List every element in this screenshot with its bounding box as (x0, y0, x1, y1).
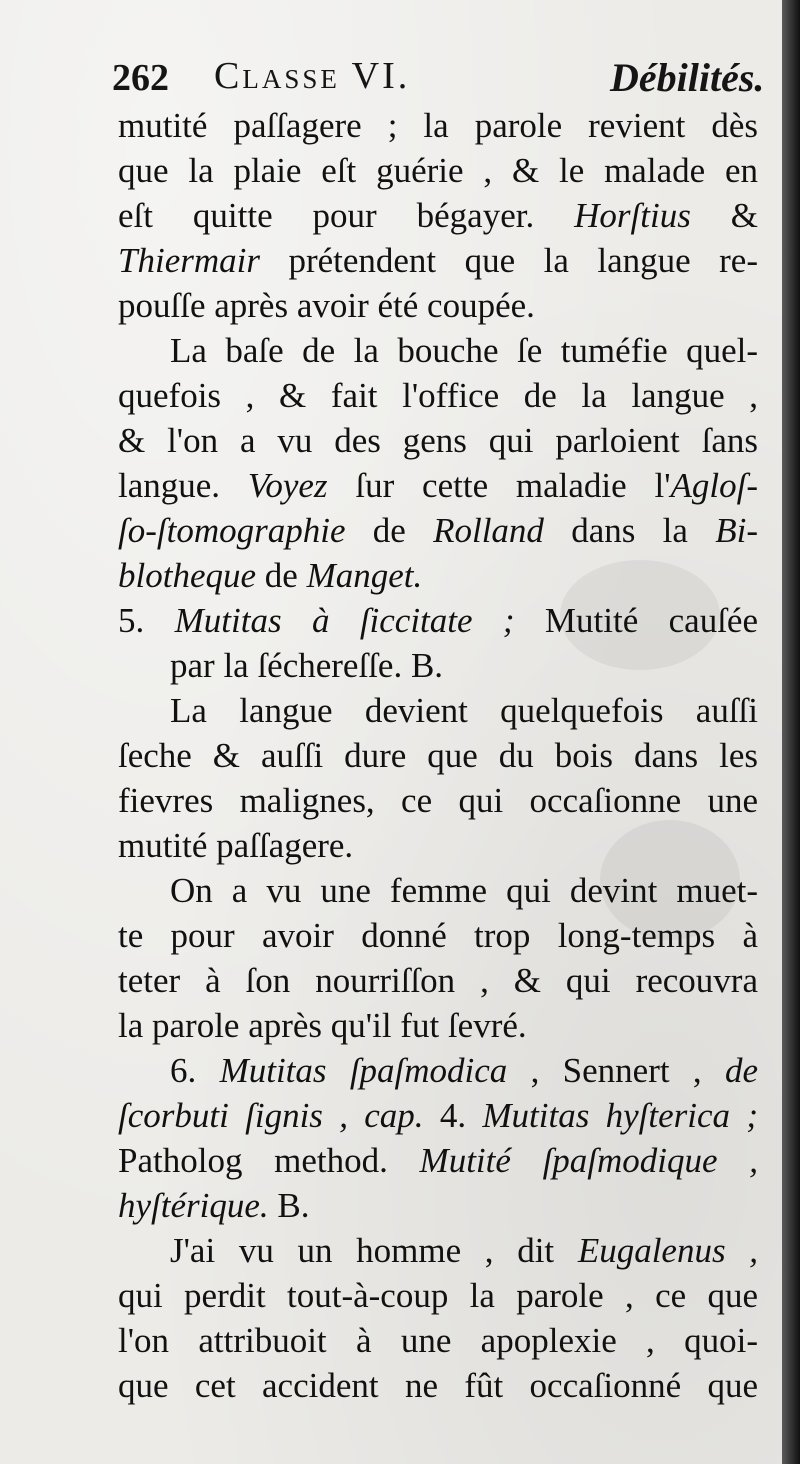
text-line (118, 868, 758, 913)
text-run: qui perdit tout-à-coup la parole , ce que (118, 1276, 758, 1315)
italic-text: hyſtérique. (118, 1186, 269, 1225)
text-run: La langue devient quelquefois auſſi (170, 691, 758, 730)
text-run: ſur cette maladie l' (327, 466, 671, 505)
text-run: langue. (118, 466, 248, 505)
italic-text: Rolland (433, 511, 544, 550)
text-run: teter à ſon nourriſſon , & qui recouvra (118, 961, 758, 1000)
text-line (118, 1273, 758, 1318)
text-line (118, 733, 758, 778)
text-run: , Sennert , (507, 1051, 725, 1090)
text-line (118, 823, 758, 868)
text-line (118, 1093, 758, 1138)
text-run: que cet accident ne fût occaſionné que (118, 1366, 758, 1405)
text-run: On a vu une femme qui devint muet- (170, 871, 758, 910)
italic-text: Mutitas à ſiccitate ; (174, 601, 515, 640)
text-run: prétendent que la langue re- (259, 241, 758, 280)
text-run: & (690, 196, 758, 235)
text-run: fievres malignes, ce qui occaſionne une (118, 781, 758, 820)
text-run: B. (268, 1186, 310, 1225)
page-number: 262 (112, 57, 169, 99)
running-header (112, 52, 765, 100)
text-run: 6. (170, 1051, 220, 1090)
text-line (118, 643, 758, 688)
text-line (118, 913, 758, 958)
text-line (118, 1228, 758, 1273)
text-line (118, 778, 758, 823)
italic-text: Eugalenus , (577, 1231, 758, 1270)
text-run: J'ai vu un homme , dit (170, 1231, 578, 1270)
text-run: mutité paſſagere. (118, 826, 354, 865)
body-text (118, 103, 758, 1408)
text-line (118, 1318, 758, 1363)
italic-text: blotheque (118, 556, 257, 595)
italic-text: Mutité ſpaſmodique , (419, 1141, 758, 1180)
text-run: te pour avoir donné trop long-temps à (118, 916, 758, 955)
text-run: par la ſéchereſſe. B. (170, 646, 444, 685)
page-edge-shadow (782, 0, 800, 1464)
text-run: que la plaie eſt guérie , & le malade en (118, 151, 758, 190)
italic-text: Voyez (247, 466, 328, 505)
text-run: dans la (543, 511, 716, 550)
text-line (118, 1183, 758, 1228)
text-run: & l'on a vu des gens qui parloient ſans (118, 421, 758, 460)
text-run: Mutité cauſée (514, 601, 758, 640)
text-run: eſt quitte pour bégayer. (118, 196, 575, 235)
text-line (118, 148, 758, 193)
italic-text: Manget. (306, 556, 423, 595)
text-line (118, 103, 758, 148)
text-line (118, 283, 758, 328)
text-line (118, 328, 758, 373)
text-line (118, 1138, 758, 1183)
section-title: Débilités. (610, 55, 765, 100)
text-line (118, 373, 758, 418)
text-line (118, 688, 758, 733)
text-run: 5. (118, 601, 175, 640)
italic-text: Mutitas ſpaſmodica (219, 1051, 508, 1090)
text-run: l'on attribuoit à une apoplexie , quoi- (118, 1321, 758, 1360)
text-line (118, 193, 758, 238)
text-line (118, 958, 758, 1003)
text-line (118, 418, 758, 463)
text-run: 4. (423, 1096, 483, 1135)
text-run: La baſe de la bouche ſe tuméfie quel- (170, 331, 758, 370)
text-run: pouſſe après avoir été coupée. (118, 286, 535, 325)
italic-text: Mutitas hyſterica ; (482, 1096, 758, 1135)
text-line (118, 508, 758, 553)
text-line (118, 1363, 758, 1408)
text-line (118, 598, 758, 643)
italic-text: Thiermair (118, 241, 260, 280)
italic-text: ſcorbuti ſignis , cap. (118, 1096, 424, 1135)
text-run: de (256, 556, 307, 595)
text-run: ſeche & auſſi dure que du bois dans les (118, 736, 758, 775)
text-line (118, 1003, 758, 1048)
text-run: Patholog method. (118, 1141, 420, 1180)
class-title: Classe VI. (214, 55, 411, 97)
italic-text: Bi- (715, 511, 758, 550)
text-run: la parole après qu'il fut ſevré. (118, 1006, 527, 1045)
italic-text: ſo-ſtomographie (118, 511, 346, 550)
italic-text: Agloſ- (670, 466, 758, 505)
text-run: mutité paſſagere ; la parole revient dès (118, 106, 758, 145)
italic-text: Horſtius (574, 196, 691, 235)
text-line (118, 238, 758, 283)
text-run: quefois , & fait l'office de la langue , (118, 376, 758, 415)
text-line (118, 463, 758, 508)
text-line (118, 1048, 758, 1093)
italic-text: de (724, 1051, 759, 1090)
text-line (118, 553, 758, 598)
text-run: de (345, 511, 434, 550)
